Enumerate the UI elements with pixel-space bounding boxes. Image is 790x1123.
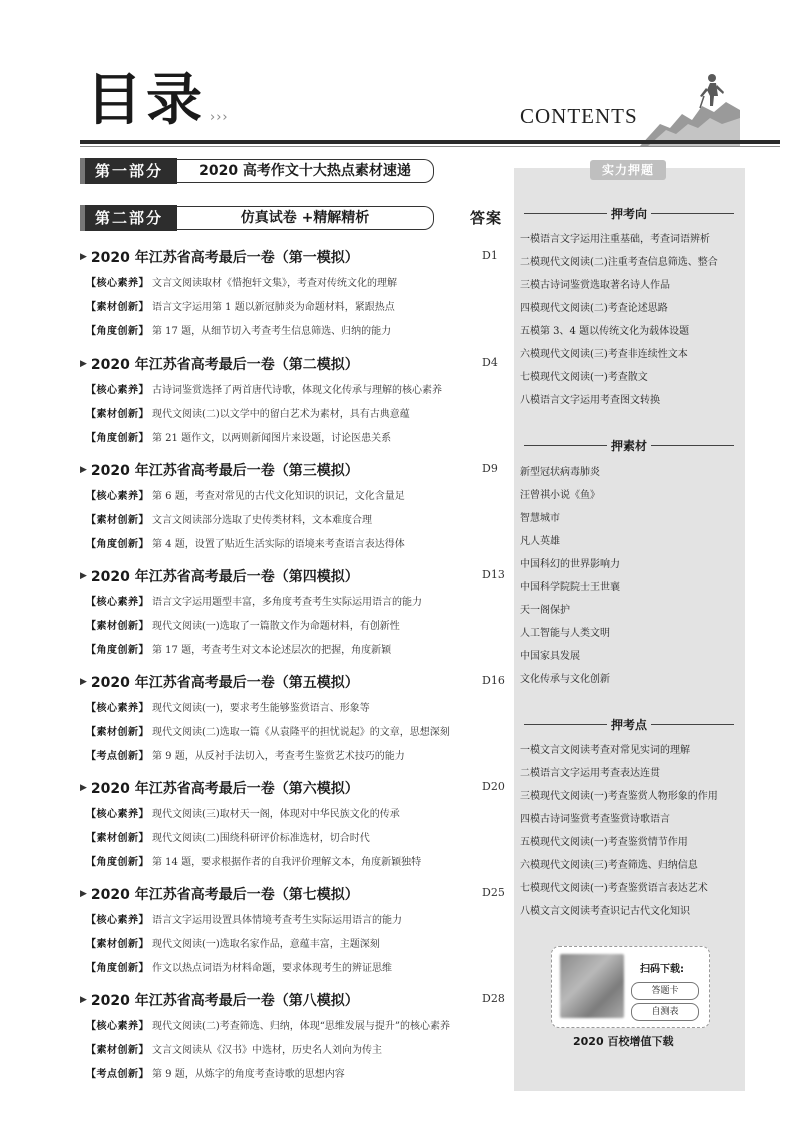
exam-title-text: 2020 年江苏省高考最后一卷（第一模拟） bbox=[90, 250, 359, 266]
row-tag: 【角度创新】 bbox=[86, 963, 149, 974]
row-tag: 【素材创新】 bbox=[86, 833, 149, 844]
row-tag: 【素材创新】 bbox=[86, 621, 149, 632]
exam-row bbox=[86, 935, 380, 950]
row-tag: 【核心素养】 bbox=[86, 278, 149, 289]
part-one-tag: 第一部分 bbox=[80, 158, 177, 184]
title-arrows-decoration: ››› bbox=[210, 110, 229, 125]
row-tag: 【素材创新】 bbox=[86, 409, 149, 420]
exam-row bbox=[86, 805, 400, 820]
row-text: 现代文阅读(二)选取一篇《从袁隆平的担忧说起》的文章，思想深刻 bbox=[152, 727, 450, 738]
exam-title-text: 2020 年江苏省高考最后一卷（第四模拟） bbox=[90, 569, 359, 585]
answer-sheet-button[interactable]: 答题卡 bbox=[631, 982, 699, 1000]
exam-row bbox=[86, 617, 400, 632]
list-item: 二模语言文字运用考查表达连贯 bbox=[520, 768, 660, 779]
list-item: 凡人英雄 bbox=[520, 536, 560, 547]
row-tag: 【素材创新】 bbox=[86, 1045, 149, 1056]
part-two-tag: 第二部分 bbox=[80, 205, 177, 231]
list-item: 人工智能与人类文明 bbox=[520, 628, 610, 639]
section-heading: 押考点 bbox=[524, 716, 734, 733]
exam-title-text: 2020 年江苏省高考最后一卷（第五模拟） bbox=[90, 675, 359, 691]
triangle-bullet-icon: ▶ bbox=[80, 995, 87, 1005]
list-item: 五模现代文阅读(一)考查鉴赏情节作用 bbox=[520, 837, 688, 848]
row-text: 第 14 题，要求根据作者的自我评价理解文本，角度新颖独特 bbox=[152, 857, 422, 868]
row-tag: 【角度创新】 bbox=[86, 326, 149, 337]
exam-title[interactable] bbox=[80, 566, 359, 586]
exam-row bbox=[86, 911, 402, 926]
exam-title[interactable] bbox=[80, 672, 359, 692]
row-text: 文言文阅读从《汉书》中选材，历史名人刘向为传主 bbox=[152, 1045, 382, 1056]
mountain-climber-icon bbox=[640, 66, 740, 146]
row-tag: 【核心素养】 bbox=[86, 597, 149, 608]
answer-page-ref: D1 bbox=[482, 249, 498, 262]
exam-row bbox=[86, 274, 397, 289]
row-text: 现代文阅读(三)取材天一阁，体现对中华民族文化的传承 bbox=[152, 809, 400, 820]
row-text: 第 9 题，从反衬手法切入，考查考生鉴赏艺术技巧的能力 bbox=[152, 751, 405, 762]
exam-row bbox=[86, 959, 392, 974]
triangle-bullet-icon: ▶ bbox=[80, 465, 87, 475]
list-item: 二模现代文阅读(二)注重考查信息筛选、整合 bbox=[520, 257, 718, 268]
triangle-bullet-icon: ▶ bbox=[80, 571, 87, 581]
list-item: 中国科学院院士王世襄 bbox=[520, 582, 620, 593]
triangle-bullet-icon: ▶ bbox=[80, 783, 87, 793]
part-one-header bbox=[80, 158, 434, 184]
panel-tab: 实力押题 bbox=[590, 160, 666, 180]
answer-page-ref: D4 bbox=[482, 356, 498, 369]
exam-row bbox=[86, 723, 450, 738]
list-item: 七模现代文阅读(一)考查散文 bbox=[520, 372, 648, 383]
exam-title[interactable] bbox=[80, 990, 359, 1010]
row-text: 文言文阅读取材《惜抱轩文集》，考查对传统文化的理解 bbox=[152, 278, 397, 289]
qr-code-image[interactable] bbox=[560, 954, 624, 1018]
row-text: 古诗词鉴赏选择了两首唐代诗歌，体现文化传承与理解的核心素养 bbox=[152, 385, 442, 396]
section-heading: 押素材 bbox=[524, 437, 734, 454]
row-text: 第 21 题作文，以两则新闻图片来设题，讨论医患关系 bbox=[152, 433, 392, 444]
list-item: 智慧城市 bbox=[520, 513, 560, 524]
row-text: 第 17 题，考查考生对文本论述层次的把握，角度新颖 bbox=[152, 645, 392, 656]
contents-heading: CONTENTS bbox=[520, 104, 638, 128]
row-text: 作文以热点词语为材料命题，要求体现考生的辨证思维 bbox=[152, 963, 392, 974]
row-tag: 【核心素养】 bbox=[86, 1021, 149, 1032]
exam-row bbox=[86, 593, 422, 608]
exam-title-text: 2020 年江苏省高考最后一卷（第三模拟） bbox=[90, 463, 359, 479]
list-item: 三模古诗词鉴赏选取著名诗人作品 bbox=[520, 280, 670, 291]
list-item: 六模现代文阅读(三)考查非连续性文本 bbox=[520, 349, 688, 360]
row-tag: 【核心素养】 bbox=[86, 491, 149, 502]
exam-row bbox=[86, 699, 370, 714]
answer-page-ref: D9 bbox=[482, 462, 498, 475]
row-text: 语言文字运用第 1 题以新冠肺炎为命题材料，紧跟热点 bbox=[152, 302, 395, 313]
row-tag: 【素材创新】 bbox=[86, 939, 149, 950]
exam-row bbox=[86, 641, 391, 656]
exam-row bbox=[86, 1065, 345, 1080]
list-item: 四模现代文阅读(二)考查论述思路 bbox=[520, 303, 668, 314]
exam-row bbox=[86, 853, 421, 868]
row-tag: 【素材创新】 bbox=[86, 515, 149, 526]
row-tag: 【核心素养】 bbox=[86, 915, 149, 926]
list-item: 新型冠状病毒肺炎 bbox=[520, 467, 600, 478]
exam-title[interactable] bbox=[80, 247, 359, 267]
exam-row bbox=[86, 511, 372, 526]
row-tag: 【角度创新】 bbox=[86, 857, 149, 868]
list-item: 中国家具发展 bbox=[520, 651, 580, 662]
qr-caption: 2020 百校增值下载 bbox=[573, 1035, 674, 1048]
list-item: 天一阁保护 bbox=[520, 605, 570, 616]
exam-title-text: 2020 年江苏省高考最后一卷（第七模拟） bbox=[90, 887, 359, 903]
row-text: 现代文阅读(二)围绕科研评价标准选材，切合时代 bbox=[152, 833, 370, 844]
row-text: 现代文阅读(一)选取名家作品，意蕴丰富，主题深刻 bbox=[152, 939, 380, 950]
row-text: 语言文字运用题型丰富，多角度考查考生实际运用语言的能力 bbox=[152, 597, 422, 608]
exam-row bbox=[86, 405, 410, 420]
row-text: 现代文阅读(一)选取了一篇散文作为命题材料，有创新性 bbox=[152, 621, 400, 632]
exam-title-text: 2020 年江苏省高考最后一卷（第八模拟） bbox=[90, 993, 359, 1009]
exam-row bbox=[86, 1017, 450, 1032]
row-tag: 【核心素养】 bbox=[86, 703, 149, 714]
row-tag: 【素材创新】 bbox=[86, 727, 149, 738]
header-rule bbox=[80, 140, 780, 144]
self-test-button[interactable]: 自测表 bbox=[631, 1003, 699, 1021]
header-rule-thin bbox=[80, 146, 780, 147]
answer-page-ref: D16 bbox=[482, 674, 505, 687]
part-two-title: 仿真试卷 +精解精析 bbox=[177, 206, 434, 230]
row-tag: 【角度创新】 bbox=[86, 539, 149, 550]
exam-row bbox=[86, 298, 395, 313]
exam-row bbox=[86, 487, 405, 502]
answer-page-ref: D25 bbox=[482, 886, 505, 899]
list-item: 八模语言文字运用考查图文转换 bbox=[520, 395, 660, 406]
row-tag: 【角度创新】 bbox=[86, 433, 149, 444]
page-title: 目录 bbox=[86, 67, 206, 133]
list-item: 六模现代文阅读(三)考查筛选、归纳信息 bbox=[520, 860, 698, 871]
triangle-bullet-icon: ▶ bbox=[80, 252, 87, 262]
list-item: 八模文言文阅读考查识记古代文化知识 bbox=[520, 906, 690, 917]
exam-row bbox=[86, 322, 391, 337]
exam-title[interactable] bbox=[80, 354, 359, 374]
row-text: 现代文阅读(二)考查筛选、归纳，体现“思维发展与提升”的核心素养 bbox=[152, 1021, 451, 1032]
exam-row bbox=[86, 535, 405, 550]
row-text: 现代文阅读(二)以文学中的留白艺术为素材，具有古典意蕴 bbox=[152, 409, 410, 420]
row-tag: 【考点创新】 bbox=[86, 751, 149, 762]
exam-title-text: 2020 年江苏省高考最后一卷（第二模拟） bbox=[90, 357, 359, 373]
answer-page-ref: D28 bbox=[482, 992, 505, 1005]
row-text: 语言文字运用设置具体情境考查考生实际运用语言的能力 bbox=[152, 915, 402, 926]
list-item: 五模第 3、4 题以传统文化为载体设题 bbox=[520, 326, 690, 337]
part-one-title: 2020 高考作文十大热点素材速递 bbox=[177, 159, 434, 183]
list-item: 四模古诗词鉴赏考查鉴赏诗歌语言 bbox=[520, 814, 670, 825]
row-tag: 【核心素养】 bbox=[86, 809, 149, 820]
answer-page-ref: D20 bbox=[482, 780, 505, 793]
exam-title[interactable] bbox=[80, 460, 359, 480]
row-tag: 【考点创新】 bbox=[86, 1069, 149, 1080]
exam-row bbox=[86, 747, 405, 762]
exam-row bbox=[86, 381, 442, 396]
list-item: 汪曾祺小说《鱼》 bbox=[520, 490, 600, 501]
exam-row bbox=[86, 429, 391, 444]
row-text: 第 4 题，设置了贴近生活实际的语境来考查语言表达得体 bbox=[152, 539, 405, 550]
part-two-header bbox=[80, 205, 434, 231]
row-tag: 【角度创新】 bbox=[86, 645, 149, 656]
row-text: 第 9 题，从炼字的角度考查诗歌的思想内容 bbox=[152, 1069, 345, 1080]
list-item: 中国科幻的世界影响力 bbox=[520, 559, 620, 570]
triangle-bullet-icon: ▶ bbox=[80, 359, 87, 369]
section-heading: 押考向 bbox=[524, 205, 734, 222]
row-tag: 【素材创新】 bbox=[86, 302, 149, 313]
row-tag: 【核心素养】 bbox=[86, 385, 149, 396]
list-item: 三模现代文阅读(一)考查鉴赏人物形象的作用 bbox=[520, 791, 718, 802]
row-text: 第 6 题，考查对常见的古代文化知识的识记，文化含量足 bbox=[152, 491, 405, 502]
exam-row bbox=[86, 829, 370, 844]
answer-page-ref: D13 bbox=[482, 568, 505, 581]
answer-column-heading: 答案 bbox=[470, 209, 503, 227]
triangle-bullet-icon: ▶ bbox=[80, 889, 87, 899]
triangle-bullet-icon: ▶ bbox=[80, 677, 87, 687]
row-text: 现代文阅读(一)，要求考生能够鉴赏语言、形象等 bbox=[152, 703, 370, 714]
exam-title[interactable] bbox=[80, 884, 359, 904]
qr-label: 扫码下载: bbox=[640, 964, 684, 975]
row-text: 第 17 题，从细节切入考查考生信息筛选、归纳的能力 bbox=[152, 326, 392, 337]
exam-title-text: 2020 年江苏省高考最后一卷（第六模拟） bbox=[90, 781, 359, 797]
list-item: 七模现代文阅读(一)考查鉴赏语言表达艺术 bbox=[520, 883, 708, 894]
list-item: 一模文言文阅读考查对常见实词的理解 bbox=[520, 745, 690, 756]
exam-row bbox=[86, 1041, 382, 1056]
list-item: 文化传承与文化创新 bbox=[520, 674, 610, 685]
list-item: 一模语言文字运用注重基础，考查词语辨析 bbox=[520, 234, 710, 245]
row-text: 文言文阅读部分选取了史传类材料，文本难度合理 bbox=[152, 515, 372, 526]
exam-title[interactable] bbox=[80, 778, 359, 798]
